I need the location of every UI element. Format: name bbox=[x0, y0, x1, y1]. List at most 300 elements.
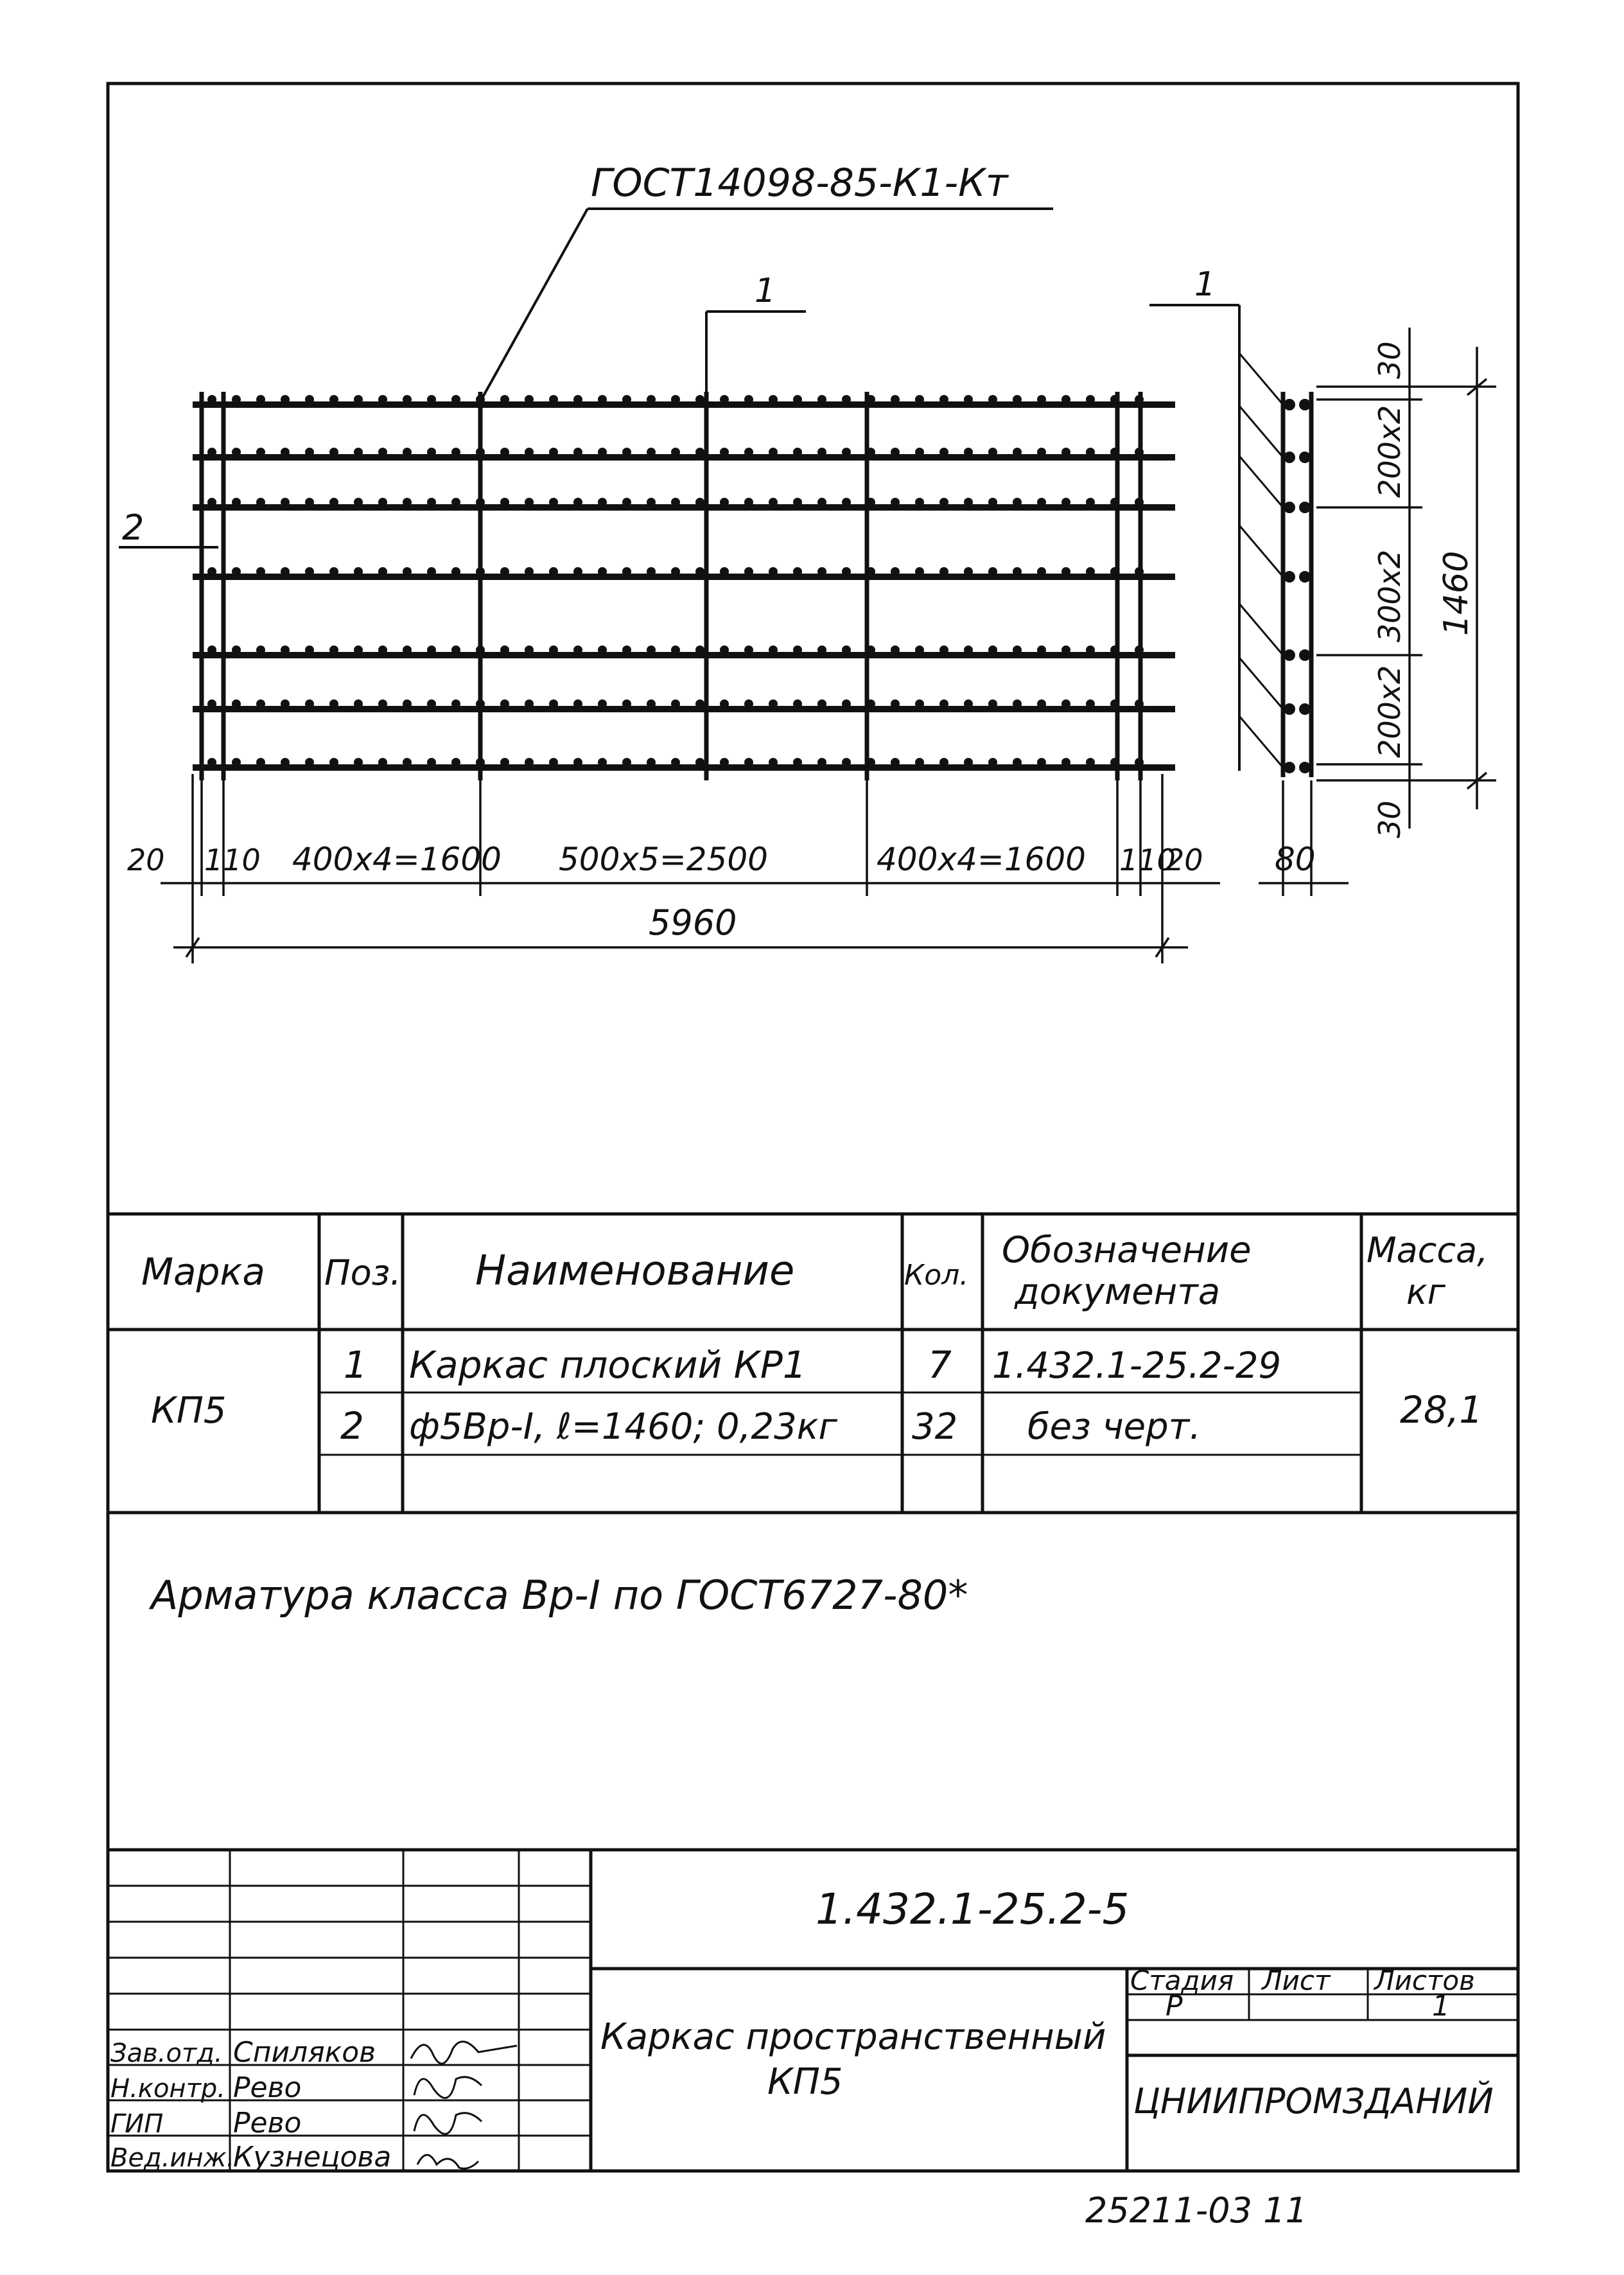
rod-dot bbox=[525, 448, 534, 457]
header-doc-1: Обозначение bbox=[1002, 1229, 1252, 1271]
rod-dot bbox=[939, 395, 948, 404]
rod-dot bbox=[525, 567, 534, 576]
rod-dot bbox=[256, 498, 265, 507]
section-leader-line bbox=[1239, 658, 1283, 709]
dim-side-30-bottom: 30 bbox=[1372, 800, 1407, 838]
rod-dot bbox=[793, 646, 802, 654]
section-rod-dot bbox=[1284, 452, 1295, 463]
rod-dot bbox=[598, 646, 607, 654]
rod-dot bbox=[622, 498, 631, 507]
rod-dot bbox=[964, 758, 973, 767]
section-rod-dot bbox=[1299, 502, 1311, 513]
rod-dot bbox=[329, 758, 338, 767]
rod-dot bbox=[403, 448, 412, 457]
rod-dot bbox=[842, 758, 851, 767]
section-rod-dot bbox=[1299, 649, 1311, 661]
header-mark: Марка bbox=[141, 1250, 265, 1294]
rod-dot bbox=[964, 448, 973, 457]
row1-qty: 7 bbox=[928, 1343, 952, 1387]
rod-dot bbox=[232, 646, 241, 654]
rod-dot bbox=[232, 498, 241, 507]
dim-side-overall-height: 1460 bbox=[1437, 550, 1476, 636]
rod-dot bbox=[647, 567, 656, 576]
section-leader-line bbox=[1239, 353, 1283, 405]
rod-dot bbox=[1110, 498, 1119, 507]
rod-dot bbox=[305, 699, 314, 708]
rod-dot bbox=[1086, 448, 1095, 457]
rod-dot bbox=[403, 498, 412, 507]
rod-dot bbox=[891, 567, 900, 576]
rod-dot bbox=[842, 498, 851, 507]
rod-dot bbox=[403, 567, 412, 576]
rod-dot bbox=[1037, 758, 1046, 767]
section-leader-line bbox=[1239, 716, 1283, 768]
rod-dot bbox=[281, 646, 290, 654]
row2-name: ф5Вр-I, ℓ=1460; 0,23кг bbox=[409, 1406, 837, 1448]
rod-dot bbox=[354, 395, 363, 404]
rod-dot bbox=[354, 567, 363, 576]
rod-dot bbox=[549, 498, 558, 507]
rod-dot bbox=[500, 567, 509, 576]
rod-dot bbox=[476, 699, 485, 708]
rod-dot bbox=[573, 758, 582, 767]
rod-dot bbox=[476, 567, 485, 576]
rod-dot bbox=[647, 395, 656, 404]
rod-dot bbox=[842, 448, 851, 457]
rod-dot bbox=[891, 758, 900, 767]
dimension-section-width bbox=[1259, 780, 1349, 896]
rod-dot bbox=[525, 646, 534, 654]
section-label-side: 1 bbox=[1194, 265, 1216, 304]
rod-dot bbox=[939, 646, 948, 654]
rod-dot bbox=[354, 448, 363, 457]
rod-dot bbox=[427, 395, 436, 404]
rod-dot bbox=[305, 448, 314, 457]
rod-dot bbox=[939, 498, 948, 507]
rod-dot bbox=[1086, 646, 1095, 654]
rod-dot bbox=[744, 395, 753, 404]
rod-dot bbox=[1013, 448, 1022, 457]
rod-dot bbox=[256, 567, 265, 576]
dim-110-right: 110 bbox=[1119, 843, 1176, 877]
rod-dot bbox=[403, 646, 412, 654]
rod-dot bbox=[378, 567, 387, 576]
rod-dot bbox=[1086, 395, 1095, 404]
section-frame-rods bbox=[1283, 392, 1311, 777]
rod-dot bbox=[1061, 567, 1070, 576]
rod-dot bbox=[622, 448, 631, 457]
rod-dot bbox=[793, 567, 802, 576]
rod-dot bbox=[695, 567, 704, 576]
rod-dot bbox=[232, 699, 241, 708]
rod-dot bbox=[354, 758, 363, 767]
section-leader-line bbox=[1239, 456, 1283, 507]
rod-dot bbox=[915, 699, 924, 708]
rod-dot bbox=[451, 567, 460, 576]
row2-pos: 2 bbox=[340, 1404, 364, 1448]
rod-dot bbox=[695, 448, 704, 457]
rod-dot bbox=[695, 646, 704, 654]
sheet-header: Лист bbox=[1262, 1965, 1331, 1996]
dim-side-30-top: 30 bbox=[1372, 341, 1407, 379]
rod-dot bbox=[476, 758, 485, 767]
rod-dot bbox=[744, 646, 753, 654]
rod-dot bbox=[720, 498, 729, 507]
rod-dot bbox=[1061, 395, 1070, 404]
rod-dot bbox=[647, 448, 656, 457]
rod-dot bbox=[1037, 699, 1046, 708]
rod-dot bbox=[378, 395, 387, 404]
rod-dot bbox=[403, 699, 412, 708]
rod-dot bbox=[744, 699, 753, 708]
dim-side-200x2-top: 200х2 bbox=[1372, 405, 1407, 498]
longitudinal-rods bbox=[193, 405, 1175, 768]
rod-dot bbox=[720, 758, 729, 767]
rod-dot bbox=[915, 448, 924, 457]
rod-dot bbox=[866, 758, 875, 767]
dim-overall-length: 5960 bbox=[649, 902, 737, 943]
rod-dot bbox=[988, 699, 997, 708]
rod-dot bbox=[256, 758, 265, 767]
rod-dot bbox=[1061, 758, 1070, 767]
rod-dot bbox=[891, 448, 900, 457]
section-label-top: 1 bbox=[755, 272, 776, 310]
section-leader-line bbox=[1239, 525, 1283, 577]
dim-20-left: 20 bbox=[127, 843, 165, 877]
rod-dot bbox=[549, 448, 558, 457]
rod-dot bbox=[207, 758, 216, 767]
rod-dot bbox=[281, 567, 290, 576]
rod-dot bbox=[427, 567, 436, 576]
rod-dot bbox=[988, 498, 997, 507]
rod-dot bbox=[403, 395, 412, 404]
spec-table bbox=[108, 1214, 1518, 1513]
rod-dot bbox=[793, 448, 802, 457]
rod-dot bbox=[1061, 646, 1070, 654]
sheets-total-value: 1 bbox=[1432, 1990, 1450, 2023]
rod-dot bbox=[1037, 448, 1046, 457]
rod-dot bbox=[1135, 758, 1144, 767]
rod-dot bbox=[427, 448, 436, 457]
header-mass-2: кг bbox=[1406, 1272, 1445, 1312]
rod-dot bbox=[1061, 498, 1070, 507]
rod-dot bbox=[769, 699, 778, 708]
rod-dot bbox=[622, 758, 631, 767]
rod-dot bbox=[817, 567, 826, 576]
dim-2500: 500х5=2500 bbox=[559, 841, 768, 878]
sig-role-1: Зав.отд. bbox=[110, 2039, 223, 2068]
rod-dot bbox=[939, 699, 948, 708]
rod-dot bbox=[1086, 498, 1095, 507]
section-rod-dot bbox=[1284, 399, 1295, 410]
cage-elevation bbox=[119, 161, 1220, 963]
rod-dot bbox=[232, 567, 241, 576]
rod-dot bbox=[525, 395, 534, 404]
rod-dot bbox=[915, 646, 924, 654]
rod-dot bbox=[769, 567, 778, 576]
dim-1600-left: 400х4=1600 bbox=[292, 841, 502, 878]
rod-dot bbox=[1013, 498, 1022, 507]
rod-dot bbox=[793, 395, 802, 404]
rod-dot bbox=[549, 758, 558, 767]
rod-dot bbox=[988, 448, 997, 457]
rod-dot bbox=[207, 498, 216, 507]
rod-dot bbox=[866, 395, 875, 404]
cell-mark: КП5 bbox=[151, 1390, 227, 1432]
rod-dot bbox=[744, 758, 753, 767]
rod-dot bbox=[598, 567, 607, 576]
rod-dot bbox=[622, 567, 631, 576]
rod-dot bbox=[378, 646, 387, 654]
section-rod-dot bbox=[1284, 703, 1295, 715]
rod-dot bbox=[1110, 646, 1119, 654]
rod-dot bbox=[403, 758, 412, 767]
cage-section bbox=[1149, 265, 1496, 896]
rod-dot bbox=[500, 699, 509, 708]
title-block bbox=[108, 1850, 1518, 2174]
rod-dot bbox=[647, 699, 656, 708]
rod-dot bbox=[647, 498, 656, 507]
rod-dot bbox=[1110, 395, 1119, 404]
rod-dot bbox=[305, 498, 314, 507]
rod-dot bbox=[866, 699, 875, 708]
section-rod-dot bbox=[1284, 571, 1295, 583]
rod-dot bbox=[207, 567, 216, 576]
rod-dot bbox=[1013, 699, 1022, 708]
rod-dot bbox=[891, 646, 900, 654]
sig-role-2: Н.контр. bbox=[110, 2074, 225, 2104]
rod-dot bbox=[891, 699, 900, 708]
sheets-header: Листов bbox=[1374, 1965, 1475, 1996]
rod-dot bbox=[573, 498, 582, 507]
row1-pos: 1 bbox=[344, 1343, 367, 1387]
rod-dot bbox=[964, 498, 973, 507]
rod-dot bbox=[1013, 395, 1022, 404]
rod-dot bbox=[427, 498, 436, 507]
rod-dot bbox=[598, 448, 607, 457]
rod-dot bbox=[866, 646, 875, 654]
rod-dot bbox=[1013, 758, 1022, 767]
rod-dot bbox=[598, 498, 607, 507]
rod-dot bbox=[329, 646, 338, 654]
rod-dot bbox=[451, 395, 460, 404]
rod-dot bbox=[549, 646, 558, 654]
rod-dot bbox=[817, 646, 826, 654]
section-rod-dots bbox=[1284, 399, 1311, 773]
rod-dot bbox=[866, 567, 875, 576]
rod-dot bbox=[427, 758, 436, 767]
rod-dot bbox=[1110, 758, 1119, 767]
rod-dot bbox=[769, 758, 778, 767]
rod-dot bbox=[427, 699, 436, 708]
rod-dot bbox=[207, 646, 216, 654]
header-qty: Кол. bbox=[904, 1259, 969, 1292]
section-rod-dot bbox=[1299, 452, 1311, 463]
rod-dot bbox=[1135, 646, 1144, 654]
rod-dot bbox=[207, 395, 216, 404]
rod-dot bbox=[842, 395, 851, 404]
rod-dot bbox=[378, 498, 387, 507]
rod-dot bbox=[720, 567, 729, 576]
rod-dot bbox=[769, 395, 778, 404]
rod-dot bbox=[964, 395, 973, 404]
rod-dot bbox=[964, 699, 973, 708]
rod-dot bbox=[964, 567, 973, 576]
sig-name-4: Кузнецова bbox=[233, 2141, 392, 2174]
header-mass-1: Масса, bbox=[1366, 1230, 1489, 1270]
row1-name: Каркас плоский КР1 bbox=[409, 1343, 807, 1387]
rod-dot bbox=[281, 758, 290, 767]
rod-dot bbox=[1135, 567, 1144, 576]
section-rod-dot bbox=[1299, 762, 1311, 773]
rod-dot bbox=[720, 448, 729, 457]
stage-value: Р bbox=[1166, 1990, 1183, 2023]
section-leaders bbox=[1239, 353, 1283, 768]
rod-dot bbox=[793, 758, 802, 767]
rod-dot bbox=[1061, 699, 1070, 708]
rod-dot bbox=[305, 758, 314, 767]
flat-frames bbox=[202, 392, 1140, 780]
rod-dot bbox=[988, 758, 997, 767]
rod-dot bbox=[671, 395, 680, 404]
rod-dot bbox=[573, 448, 582, 457]
rod-dot bbox=[232, 448, 241, 457]
rod-dot bbox=[671, 758, 680, 767]
section-rod-dot bbox=[1299, 399, 1311, 410]
section-rod-dot bbox=[1284, 762, 1295, 773]
rod-dot bbox=[1086, 699, 1095, 708]
rod-dot bbox=[451, 646, 460, 654]
rod-dot bbox=[451, 758, 460, 767]
handwritten-signatures bbox=[411, 2042, 517, 2169]
rod-dot bbox=[256, 699, 265, 708]
sig-role-3: ГИП bbox=[110, 2109, 164, 2139]
rod-dot bbox=[354, 646, 363, 654]
dim-side-200x2-bottom: 200х2 bbox=[1372, 665, 1407, 758]
drawing-title-2: КП5 bbox=[767, 2061, 843, 2103]
rod-dot bbox=[1086, 567, 1095, 576]
rod-dot bbox=[769, 646, 778, 654]
rod-dot bbox=[695, 699, 704, 708]
rod-dot bbox=[549, 395, 558, 404]
rod-dot bbox=[451, 498, 460, 507]
footer-code: 25211-03 11 bbox=[1085, 2190, 1307, 2231]
sig-name-2: Рево bbox=[233, 2071, 302, 2104]
rod-dot bbox=[451, 699, 460, 708]
rod-dot bbox=[329, 395, 338, 404]
dim-110-left: 110 bbox=[204, 843, 261, 877]
section-rod-dot bbox=[1299, 571, 1311, 583]
cell-mass: 28,1 bbox=[1400, 1388, 1483, 1432]
rod-dot bbox=[817, 395, 826, 404]
sig-name-3: Рево bbox=[233, 2107, 302, 2139]
rod-dot bbox=[500, 646, 509, 654]
rod-dot bbox=[549, 699, 558, 708]
rod-dot bbox=[842, 646, 851, 654]
rod-dot bbox=[476, 646, 485, 654]
organization-name: ЦНИИПРОМЗДАНИЙ bbox=[1133, 2081, 1494, 2121]
section-rod-dot bbox=[1299, 703, 1311, 715]
rod-dot bbox=[1135, 699, 1144, 708]
rod-dot bbox=[427, 646, 436, 654]
rod-dot bbox=[1013, 567, 1022, 576]
reinforcement-note: Арматура класса Вр-I по ГОСТ6727-80* bbox=[151, 1572, 968, 1619]
sig-name-1: Спиляков bbox=[233, 2036, 376, 2069]
rod-dot bbox=[1135, 498, 1144, 507]
rod-dot bbox=[598, 758, 607, 767]
rod-dot bbox=[525, 699, 534, 708]
rod-dot bbox=[525, 758, 534, 767]
rod-dot bbox=[671, 498, 680, 507]
rod-dot bbox=[769, 448, 778, 457]
rod-dot bbox=[671, 567, 680, 576]
rod-dot bbox=[329, 699, 338, 708]
rod-dot bbox=[891, 498, 900, 507]
rod-dot bbox=[915, 567, 924, 576]
rod-dot bbox=[744, 498, 753, 507]
row2-doc: без черт. bbox=[1027, 1406, 1201, 1448]
rod-dot bbox=[1110, 567, 1119, 576]
rod-dot bbox=[573, 567, 582, 576]
section-cut-marker bbox=[706, 312, 806, 392]
section-cut-marker-side bbox=[1149, 305, 1239, 771]
rod-dot bbox=[281, 498, 290, 507]
rod-dot bbox=[573, 395, 582, 404]
rod-dot bbox=[988, 646, 997, 654]
header-doc-2: документа bbox=[1015, 1271, 1221, 1313]
rod-dot bbox=[744, 448, 753, 457]
sheet-frame bbox=[108, 83, 1518, 2171]
rod-dot bbox=[476, 448, 485, 457]
rod-dot bbox=[525, 498, 534, 507]
rod-dot bbox=[695, 395, 704, 404]
rod-dot bbox=[939, 567, 948, 576]
rod-dot bbox=[573, 699, 582, 708]
drawing-title-1: Каркас пространственный bbox=[600, 2016, 1106, 2058]
rod-dot bbox=[744, 567, 753, 576]
section-leader-line bbox=[1239, 604, 1283, 655]
rod-dot bbox=[378, 758, 387, 767]
rod-dot bbox=[842, 567, 851, 576]
rod-dot bbox=[622, 395, 631, 404]
rod-dot bbox=[1037, 395, 1046, 404]
rod-dot bbox=[1110, 699, 1119, 708]
rod-dot bbox=[573, 646, 582, 654]
rod-dot bbox=[817, 699, 826, 708]
rod-dot bbox=[793, 699, 802, 708]
rod-dot bbox=[817, 448, 826, 457]
rod-dot bbox=[866, 498, 875, 507]
rod-dot bbox=[720, 646, 729, 654]
rod-dot bbox=[598, 395, 607, 404]
rod-dot bbox=[305, 395, 314, 404]
rod-dot bbox=[305, 646, 314, 654]
rod-dot bbox=[817, 758, 826, 767]
dim-section-width: 80 bbox=[1275, 841, 1316, 878]
rod-dot bbox=[622, 646, 631, 654]
rod-dot bbox=[329, 567, 338, 576]
document-code: 1.432.1-25.2-5 bbox=[816, 1884, 1130, 1934]
rod-dot bbox=[817, 498, 826, 507]
rod-dot bbox=[647, 758, 656, 767]
rod-dot bbox=[842, 699, 851, 708]
rod-dot bbox=[500, 498, 509, 507]
rod-dot bbox=[671, 646, 680, 654]
rod-dot bbox=[915, 395, 924, 404]
rod-dot bbox=[500, 758, 509, 767]
rod-dot bbox=[695, 498, 704, 507]
rod-dot bbox=[451, 448, 460, 457]
